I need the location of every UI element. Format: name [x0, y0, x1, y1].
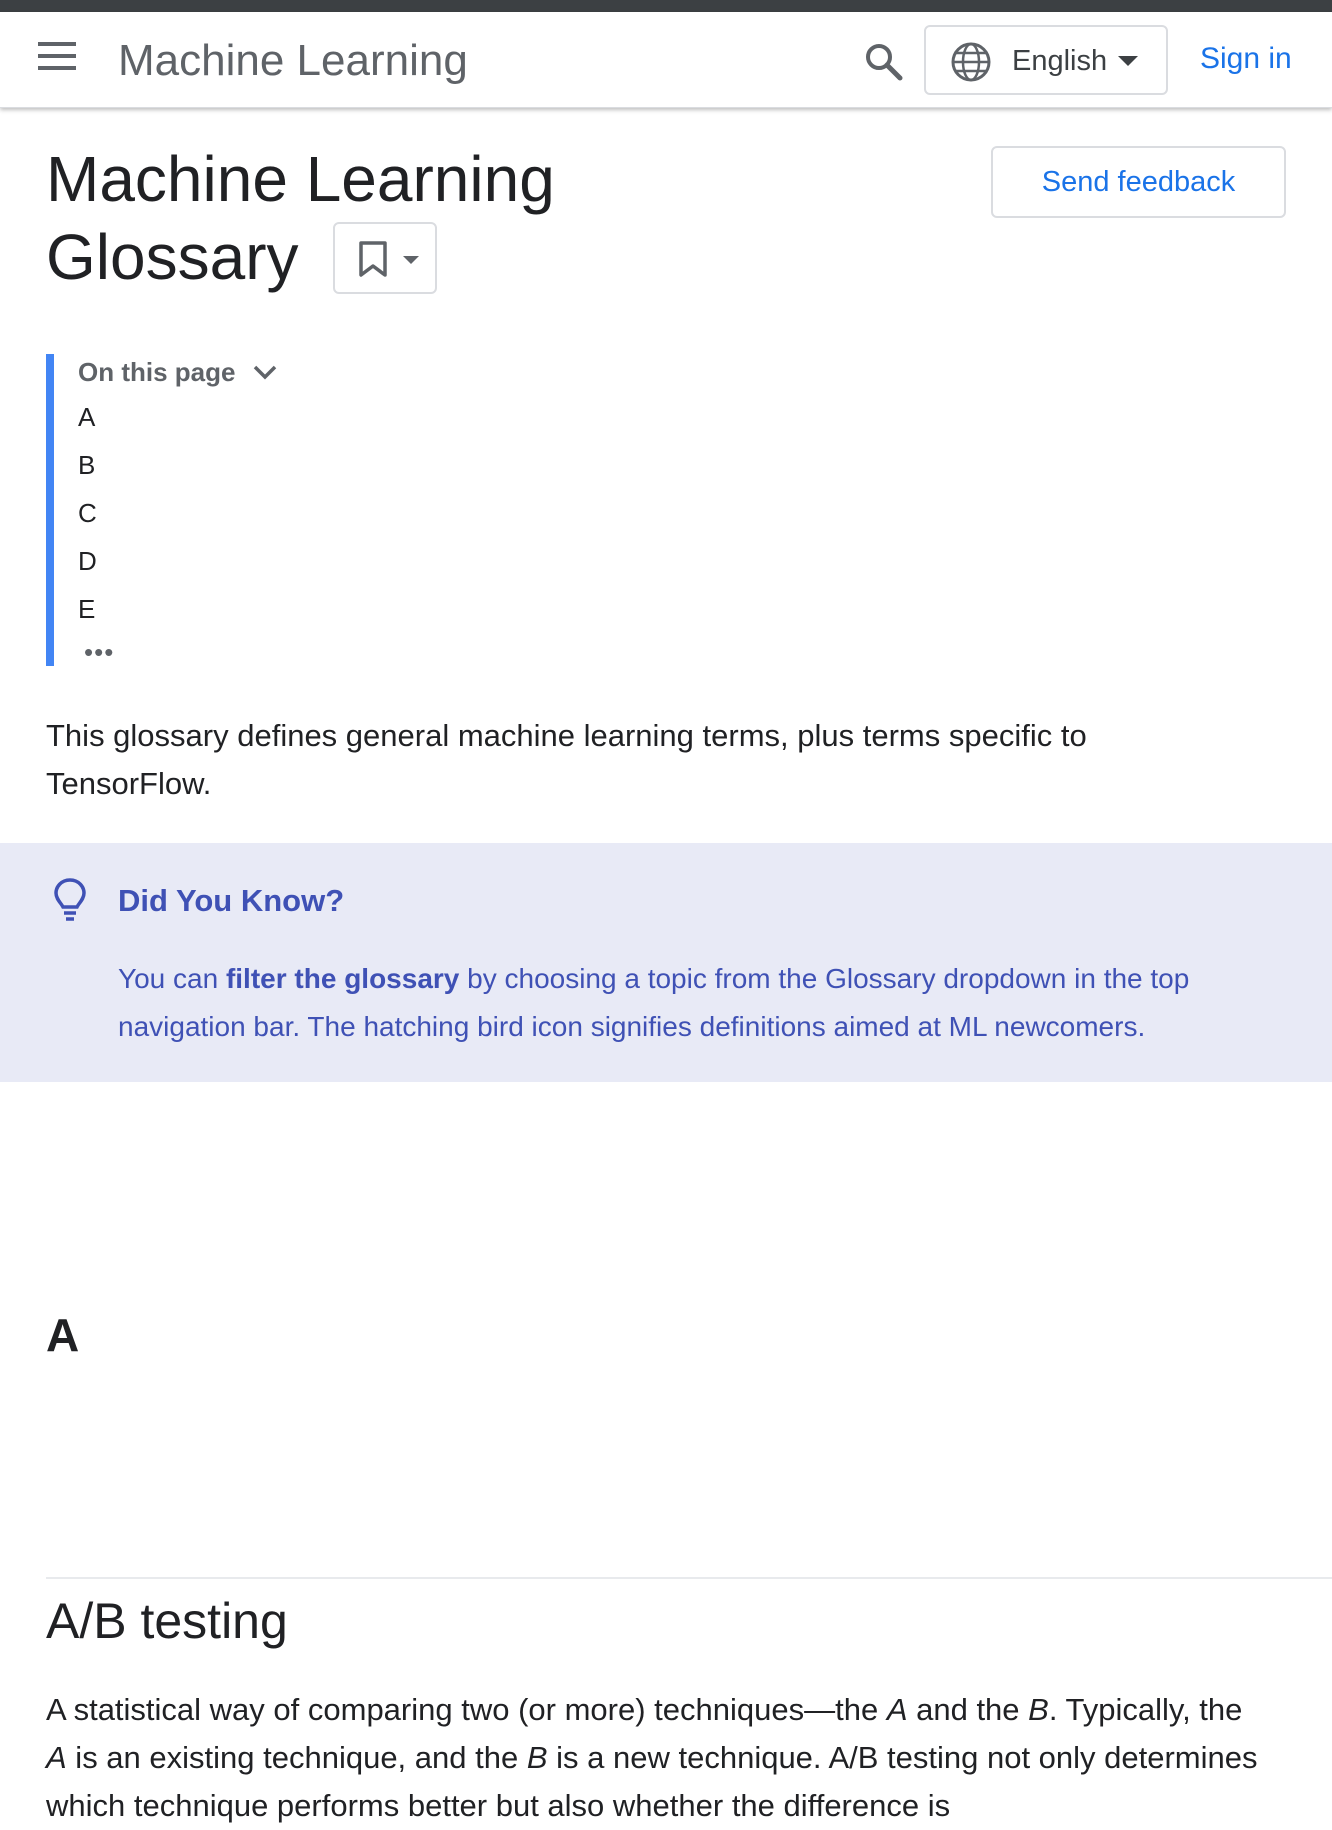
intro-paragraph: [46, 712, 1276, 808]
bookmark-icon: [357, 240, 389, 278]
def-italic-b: B: [1028, 1692, 1049, 1727]
dropdown-caret-icon: [1118, 56, 1138, 66]
toc-item-a[interactable]: A: [78, 402, 96, 432]
toc-item-e[interactable]: E: [78, 594, 96, 624]
filter-glossary-link[interactable]: filter the glossary: [225, 963, 460, 994]
def-text: A statistical way of comparing two (or more) techniques—the: [46, 1692, 887, 1727]
search-icon[interactable]: [862, 40, 906, 84]
on-this-page-nav: [46, 354, 454, 666]
bookmark-button[interactable]: [333, 222, 437, 294]
term-heading: A/B testing: [46, 1593, 288, 1649]
did-you-know-callout: [0, 843, 1332, 1082]
toc-header[interactable]: [78, 354, 278, 390]
chevron-down-icon: [252, 363, 278, 381]
callout-body-post: by choosing a topic from the Glossary dropdown in the top navigation bar. The hatching bird icon signifies definitions aimed at ML newcomers.: [118, 963, 1190, 1042]
def-text: . Typically, the: [1048, 1692, 1243, 1727]
def-text: is a new technique. A/B testing not only determines which technique performs better but also whether the difference is: [46, 1740, 1258, 1823]
toc-item-b[interactable]: B: [78, 450, 96, 480]
callout-title: Did You Know?: [118, 883, 345, 918]
language-label: English: [1012, 45, 1108, 77]
def-text: and the: [907, 1692, 1029, 1727]
send-feedback-button[interactable]: Send feedback: [991, 146, 1286, 218]
toc-item-c[interactable]: C: [78, 498, 97, 528]
def-text: is an existing technique, and the: [66, 1740, 527, 1775]
bookmark-caret-icon: [403, 256, 419, 264]
globe-icon: [950, 41, 992, 83]
top-app-bar: [0, 12, 1332, 108]
hamburger-menu-icon[interactable]: [38, 42, 86, 78]
toc-title: On this page: [78, 357, 236, 387]
divider: [46, 1577, 1332, 1579]
callout-body-pre: You can: [118, 963, 226, 994]
sign-in-link[interactable]: Sign in: [1200, 42, 1292, 75]
def-italic-b: B: [526, 1740, 548, 1775]
intro-line1: This glossary defines general machine learning terms, plus terms specific to: [46, 718, 1087, 753]
intro-line2: TensorFlow.: [46, 766, 212, 801]
status-strip: [0, 0, 1332, 12]
language-selector[interactable]: [924, 25, 1168, 95]
callout-body: [118, 955, 1218, 1051]
lightbulb-icon: [52, 877, 88, 923]
section-heading-a: A: [46, 1309, 80, 1361]
def-italic-a: A: [46, 1740, 67, 1775]
page-title-line1: Machine Learning: [46, 143, 555, 215]
toc-more-button[interactable]: •••: [84, 637, 115, 667]
term-definition: [46, 1686, 1296, 1830]
def-italic-a: A: [886, 1692, 908, 1727]
toc-item-d[interactable]: D: [78, 546, 97, 576]
page-title-line2: Glossary: [46, 221, 299, 293]
site-title[interactable]: Machine Learning: [118, 36, 468, 85]
